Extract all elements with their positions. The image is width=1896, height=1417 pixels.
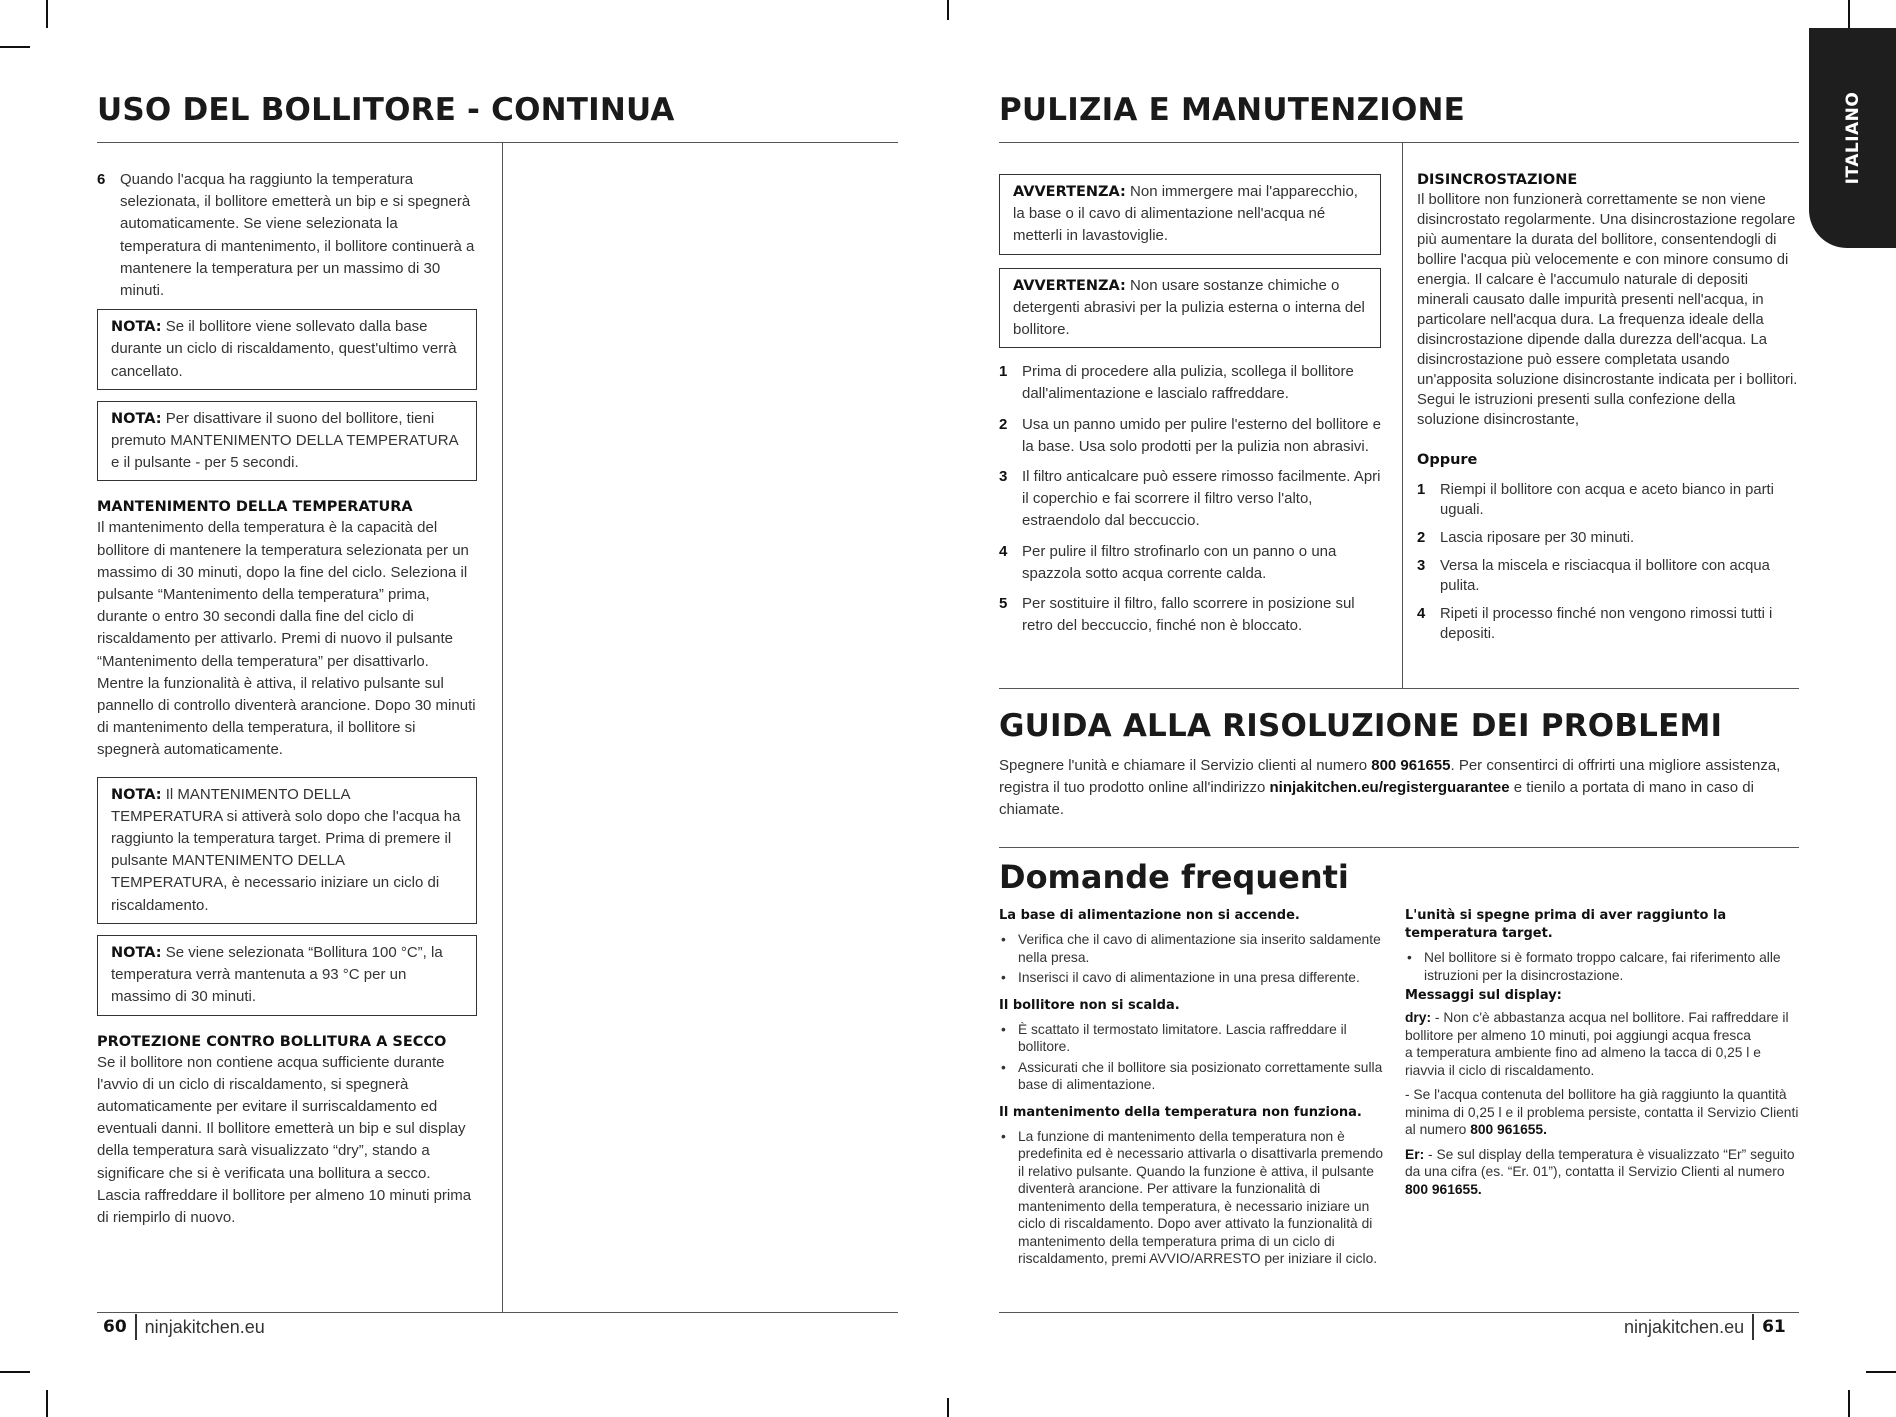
warning-box bbox=[999, 268, 1381, 349]
note-label: NOTA: bbox=[111, 319, 162, 336]
note-text: Se viene selezionata “Bollitura 100 °C”, la temperatura verrà mantenuta a 93 °C per un massimo di 30 minuti. bbox=[111, 943, 443, 1006]
section-rule bbox=[999, 688, 1799, 689]
step-text: Ripeti il processo finché non vengono rimossi tutti i depositi. bbox=[1440, 606, 1773, 642]
or-heading: Oppure bbox=[1417, 452, 1478, 468]
keep-warm-text: Il mantenimento della temperatura è la capacità del bollitore di mantenere la temperatura selezionata per un massimo di 30 minuti, dopo la fine del ciclo. Seleziona il pulsante “Mantenimento della temperatura” prima, durante o entro 30 secondi dalla fine del ciclo di riscaldamento per attivarlo. Premi di nuovo il pulsante “Mantenimento della temperatura” per disattivarlo. Mentre la funzionalità è attiva, il relativo pulsante sul pannello di controllo diventerà arancione. Dopo 30 minuti di mantenimento della temperatura, il bollitore si spegnerà automaticamente. bbox=[97, 519, 476, 759]
note-box bbox=[97, 935, 477, 1016]
messages-heading: Messaggi sul display: bbox=[1405, 988, 1562, 1003]
dry-text: Se il bollitore non contiene acqua sufficiente durante l'avvio di un ciclo di riscaldamento, si spegnerà automaticamente per evitare il surriscaldamento ed eventuali danni. Il bollitore emetterà un bip e sul display della temperatura sarà visualizzato “dry”, stando a significare che si è verificata una bollitura a secco. Lascia raffreddare il bollitore per almeno 10 minuti prima di riempirlo di nuovo. bbox=[97, 1053, 472, 1226]
crop-mark bbox=[1848, 0, 1850, 28]
dry-persist-text: - Se l'acqua contenuta del bollitore ha già raggiunto la quantità minima di 0,25 l e il problema persiste, contatta il Servizio Clienti al numero bbox=[1405, 1087, 1799, 1137]
faq-question: Il mantenimento della temperatura non funziona. bbox=[999, 1104, 1362, 1120]
page-number: 60 bbox=[103, 1317, 127, 1337]
title-rule-left bbox=[97, 142, 898, 143]
note-text: Per disattivare il suono del bollitore, tieni premuto MANTENIMENTO DELLA TEMPERATURA e il pulsante - per 5 secondi. bbox=[111, 409, 458, 472]
warning-label: AVVERTENZA: bbox=[1013, 184, 1126, 200]
page-footer-left bbox=[103, 1313, 265, 1341]
step-number: 6 bbox=[97, 171, 106, 188]
crop-mark bbox=[0, 46, 30, 48]
faq-answers bbox=[999, 1021, 1392, 1094]
step-number: 2 bbox=[999, 415, 1008, 433]
cleaning-column bbox=[999, 174, 1381, 645]
footer-separator bbox=[1752, 1314, 1754, 1340]
note-box bbox=[97, 777, 477, 924]
registration-link[interactable]: ninjakitchen.eu/registerguarantee bbox=[1269, 779, 1510, 797]
language-tab bbox=[1809, 28, 1896, 248]
step-item bbox=[999, 593, 1381, 637]
faq-title: Domande frequenti bbox=[999, 858, 1349, 896]
title-rule-right bbox=[999, 142, 1799, 143]
dry-message bbox=[1405, 1009, 1799, 1044]
phone-number: 800 961655. bbox=[1470, 1122, 1547, 1137]
faq-answers bbox=[999, 1128, 1392, 1268]
footer-separator bbox=[135, 1314, 137, 1340]
faq-answer: • Nel bollitore si è formato troppo calcare, fai riferimento alle istruzioni per la disincrostazione. bbox=[1405, 949, 1799, 984]
usage-steps bbox=[97, 169, 477, 302]
descaling-steps bbox=[1417, 480, 1799, 644]
step-item bbox=[97, 169, 477, 302]
step-number: 2 bbox=[1417, 530, 1426, 546]
dry-message-persist bbox=[1405, 1086, 1799, 1139]
er-label: Er: bbox=[1405, 1146, 1425, 1162]
descaling-text: Il bollitore non funzionerà correttamente se non viene disincrostato regolarmente. Una disincrostazione regolare più aumentare la durata del bollitore, consentendogli di bollire l'acqua più velocemente e con minore consumo di energia. Il calcare è l'accumulo naturale di depositi minerali causato dalle impurità presenti nell'acqua, in particolare nell'acqua dura. La frequenza ideale della disincrostazione dipende dalla durezza dell'acqua. La disincrostazione può essere completata usando un'apposita soluzione disincrostante indicata per i bollitori. Segui le istruzioni presenti sulla confezione della soluzione disincrostante, bbox=[1417, 192, 1798, 428]
step-text: Riempi il bollitore con acqua e aceto bianco in parti uguali. bbox=[1440, 482, 1774, 518]
faq-question: L'unità si spegne prima di aver raggiunto la temperatura target. bbox=[1405, 908, 1727, 941]
ts-text: e tienilo a portata di mano in caso di chiamate. bbox=[999, 779, 1754, 819]
descaling-column bbox=[1417, 170, 1799, 652]
crop-mark bbox=[46, 0, 48, 28]
footer-site[interactable]: ninjakitchen.eu bbox=[144, 1316, 265, 1337]
left-column bbox=[97, 169, 477, 1229]
step-text: Per sostituire il filtro, fallo scorrere in posizione sul retro del beccuccio, finché non è bloccato. bbox=[1022, 595, 1355, 635]
phone-number: 800 961655 bbox=[1371, 757, 1451, 774]
cleaning-steps bbox=[999, 361, 1381, 637]
step-text: Usa un panno umido per pulire l'esterno del bollitore e la base. Usa solo prodotti per la pulizia non abrasivi. bbox=[1022, 415, 1381, 455]
er-message bbox=[1405, 1146, 1799, 1199]
faq-answer: • La funzione di mantenimento della temperatura non è predefinita ed è necessario attivarla o disattivarla premendo il relativo pulsante. Quando la funzione è attiva, il pulsante diventerà arancione. Per attivare la funzionalità di mantenimento della temperatura, è necessario iniziare un ciclo di riscaldamento. Dopo aver attivato la funzionalità di mantenimento della temperatura prima di un ciclo di riscaldamento, premi AVVIO/ARRESTO per iniziare il ciclo. bbox=[999, 1128, 1392, 1268]
warning-text: Non usare sostanze chimiche o detergenti abrasivi per la pulizia esterna o interna del bollitore. bbox=[1013, 276, 1365, 339]
step-item bbox=[999, 361, 1381, 405]
step-text: Quando l'acqua ha raggiunto la temperatura selezionata, il bollitore emetterà un bip e si spegnerà automaticamente. Se viene selezionata la temperatura di mantenimento, il bollitore continuerà a mantenere la temperatura per un massimo di 30 minuti. bbox=[120, 171, 475, 300]
phone-number: 800 961655. bbox=[1405, 1181, 1482, 1197]
page-footer-right bbox=[1624, 1313, 1786, 1341]
warning-text: Non immergere mai l'apparecchio, la base o il cavo di alimentazione nell'acqua né metterli in lavastoviglie. bbox=[1013, 183, 1358, 245]
step-number: 4 bbox=[1417, 606, 1426, 622]
crop-mark bbox=[0, 1371, 30, 1373]
step-item bbox=[999, 414, 1381, 458]
warning-box bbox=[999, 174, 1381, 255]
crop-mark bbox=[947, 1398, 949, 1417]
faq-left-column bbox=[999, 907, 1392, 1271]
faq-question: La base di alimentazione non si accende. bbox=[999, 908, 1300, 923]
er-message-text: - Se sul display della temperatura è visualizzato “Er” seguito da una cifra (es. “Er. 01”), contatta il Servizio Clienti al numero bbox=[1405, 1146, 1795, 1179]
troubleshooting-title: GUIDA ALLA RISOLUZIONE DEI PROBLEMI bbox=[999, 708, 1723, 744]
step-text: Prima di procedere alla pulizia, scollega il bollitore dall'alimentazione e lascialo raffreddare. bbox=[1022, 363, 1354, 403]
step-number: 1 bbox=[1417, 482, 1426, 498]
footer-site[interactable]: ninjakitchen.eu bbox=[1624, 1316, 1745, 1337]
section-rule bbox=[999, 847, 1799, 848]
warning-label: AVVERTENZA: bbox=[1013, 277, 1126, 294]
crop-mark bbox=[1848, 1390, 1850, 1417]
faq-answer: • Verifica che il cavo di alimentazione sia inserito saldamente nella presa. bbox=[999, 931, 1392, 966]
faq-answer: • È scattato il termostato limitatore. Lascia raffreddare il bollitore. bbox=[999, 1021, 1392, 1056]
faq-answer: • Assicurati che il bollitore sia posizionato correttamente sulla base di alimentazione. bbox=[999, 1059, 1392, 1094]
dry-message-cont: a temperatura ambiente fino ad almeno la tacca di 0,25 l e riavvia il ciclo di riscaldamento. bbox=[1405, 1045, 1761, 1078]
note-label: NOTA: bbox=[111, 786, 162, 803]
step-text: Lascia riposare per 30 minuti. bbox=[1440, 530, 1635, 546]
step-number: 3 bbox=[1417, 558, 1426, 574]
language-label: ITALIANO bbox=[1842, 91, 1863, 185]
column-divider-left bbox=[502, 142, 503, 1312]
page-title-left: USO DEL BOLLITORE - CONTINUA bbox=[97, 92, 675, 128]
step-number: 1 bbox=[999, 363, 1008, 381]
faq-question: Il bollitore non si scalda. bbox=[999, 997, 1180, 1013]
step-number: 3 bbox=[999, 468, 1008, 486]
ts-text: Spegnere l'unità e chiamare il Servizio clienti al numero bbox=[999, 757, 1368, 774]
step-item bbox=[1417, 556, 1799, 596]
faq-answer: • Inserisci il cavo di alimentazione in una presa differente. bbox=[999, 969, 1392, 987]
faq-right-column bbox=[1405, 907, 1799, 1198]
dry-message-text: - Non c'è abbastanza acqua nel bollitore. Fai raffreddare il bollitore per almeno 10 minuti, poi aggiungi acqua fresca bbox=[1405, 1010, 1789, 1043]
step-text: Versa la miscela e risciacqua il bollitore con acqua pulita. bbox=[1440, 558, 1770, 594]
step-text: Per pulire il filtro strofinarlo con un panno o una spazzola sotto acqua corrente calda. bbox=[1022, 542, 1337, 582]
page-title-right: PULIZIA E MANUTENZIONE bbox=[999, 92, 1466, 128]
step-item bbox=[1417, 480, 1799, 520]
ts-text: . Per consentirci di offrirti una migliore assistenza, registra il tuo prodotto online all'indirizzo bbox=[999, 757, 1781, 797]
note-text: Il MANTENIMENTO DELLA TEMPERATURA si attiverà solo dopo che l'acqua ha raggiunto la temperatura target. Prima di premere il pulsante MANTENIMENTO DELLA TEMPERATURA, è necessario iniziare un ciclo di riscaldamento. bbox=[111, 785, 461, 914]
note-box bbox=[97, 309, 477, 390]
section-heading: DISINCROSTAZIONE bbox=[1417, 172, 1578, 188]
step-number: 4 bbox=[999, 542, 1008, 560]
crop-mark bbox=[1866, 1371, 1896, 1373]
section-heading: MANTENIMENTO DELLA TEMPERATURA bbox=[97, 499, 413, 516]
step-number: 5 bbox=[999, 595, 1008, 613]
faq-answers bbox=[999, 931, 1392, 987]
note-box bbox=[97, 401, 477, 482]
page-number: 61 bbox=[1762, 1317, 1786, 1337]
crop-mark bbox=[46, 1390, 48, 1417]
note-label: NOTA: bbox=[111, 410, 162, 427]
column-divider-right bbox=[1402, 142, 1403, 688]
note-label: NOTA: bbox=[111, 944, 162, 961]
step-text: Il filtro anticalcare può essere rimosso facilmente. Apri il coperchio e fai scorrere il filtro verso l'alto, estraendolo dal beccuccio. bbox=[1022, 468, 1381, 530]
step-item bbox=[1417, 604, 1799, 644]
dry-label: dry: bbox=[1405, 1010, 1432, 1025]
step-item bbox=[999, 466, 1381, 533]
step-item bbox=[1417, 528, 1799, 548]
note-text: Se il bollitore viene sollevato dalla base durante un ciclo di riscaldamento, quest'ultimo verrà cancellato. bbox=[111, 318, 457, 380]
crop-mark bbox=[947, 0, 949, 20]
step-item bbox=[999, 541, 1381, 585]
troubleshooting-text bbox=[999, 755, 1799, 822]
section-heading: PROTEZIONE CONTRO BOLLITURA A SECCO bbox=[97, 1033, 447, 1050]
